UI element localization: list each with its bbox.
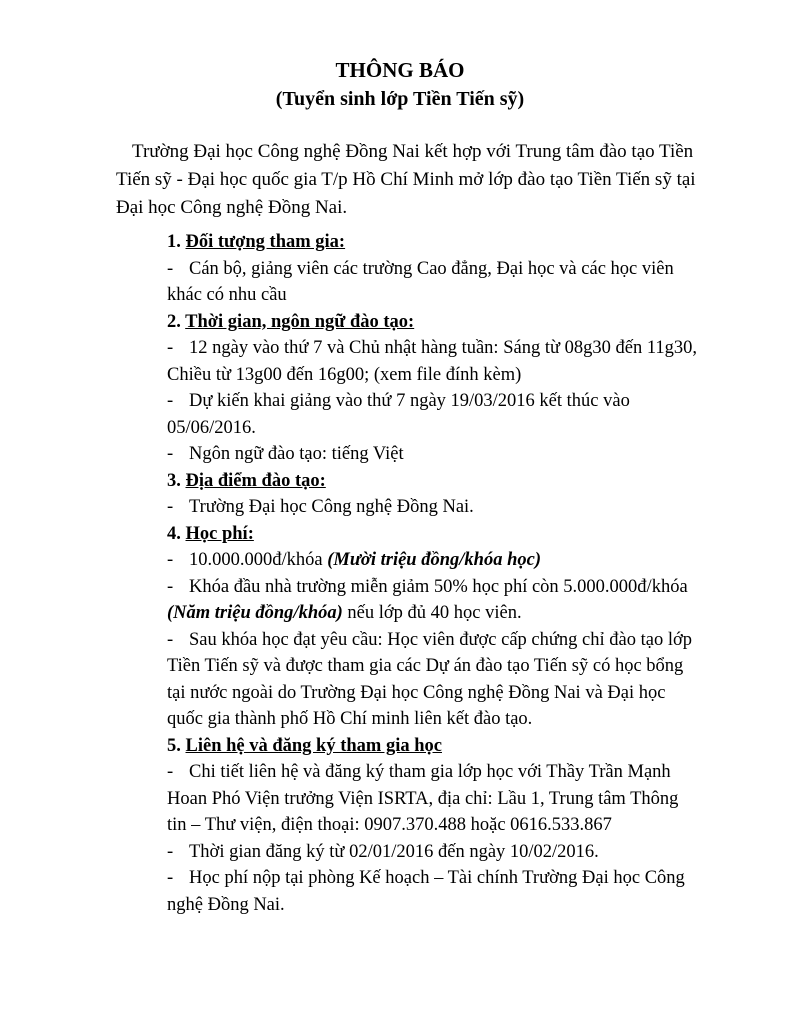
bullet-line	[167, 865, 767, 892]
bullet-dash: -	[167, 391, 174, 411]
bullet-dash: -	[167, 550, 174, 570]
bullet-dash: -	[167, 444, 174, 464]
bullet-text: Sau khóa học đạt yêu cầu: Học viên được cấp chứng chỉ đào tạo lớp	[189, 629, 692, 650]
continuation-line: khác có nhu cầu	[167, 285, 287, 305]
continuation-line: tại nước ngoài do Trường Đại học Công nghệ Đồng Nai và Đại học	[167, 682, 666, 703]
continuation-line: quốc gia thành phố Hồ Chí minh liên kết đào tạo.	[167, 709, 533, 729]
bullet-dash: -	[167, 762, 174, 782]
bullet-text: Ngôn ngữ đào tạo: tiếng Việt	[189, 444, 404, 464]
bullet-text: Chi tiết liên hệ và đăng ký tham gia lớp học với Thầy Trần Mạnh	[189, 762, 671, 782]
bullet-text: Khóa đầu nhà trường miễn giảm 50% học phí còn 5.000.000đ/khóa	[189, 576, 688, 597]
section-heading-1	[167, 229, 767, 256]
section-number: 5.	[167, 735, 186, 756]
bullet-dash: -	[167, 576, 174, 597]
intro-line: Trường Đại học Công nghệ Đồng Nai kết hợp với Trung tâm đào tạo Tiền	[132, 141, 694, 162]
continuation-line	[167, 600, 767, 627]
bullet-dash: -	[167, 497, 174, 517]
section-number: 2.	[167, 311, 186, 332]
document-subtitle: (Tuyển sinh lớp Tiền Tiến sỹ)	[275, 88, 525, 110]
bullet-dash: -	[167, 258, 174, 279]
intro-line: Đại học Công nghệ Đồng Nai.	[116, 197, 348, 218]
intro-line: Tiến sỹ - Đại học quốc gia T/p Hồ Chí Minh mở lớp đào tạo Tiền Tiến sỹ tại	[116, 169, 696, 190]
bullet-line	[167, 335, 767, 362]
bullet-dash: -	[167, 338, 174, 358]
section-heading-text: Đối tượng tham gia:	[185, 232, 346, 252]
section-number: 1.	[167, 232, 186, 252]
bullet-line	[167, 574, 767, 601]
document-title: THÔNG BÁO	[335, 58, 465, 82]
bullet-text: Cán bộ, giảng viên các trường Cao đẳng, Đại học và các học viên	[189, 258, 674, 279]
section-heading-2	[167, 309, 767, 336]
bullet-dash: -	[167, 841, 174, 862]
bullet-text: Thời gian đăng ký từ 02/01/2016 đến ngày 10/02/2016.	[189, 841, 599, 862]
bullet-line	[167, 494, 767, 521]
emphasis-text: (Năm triệu đồng/khóa)	[167, 603, 343, 623]
bullet-line	[167, 256, 767, 283]
bullet-text: Dự kiến khai giảng vào thứ 7 ngày 19/03/2016 kết thúc vào	[189, 391, 630, 411]
continuation-line: Hoan Phó Viện trưởng Viện ISRTA, địa chỉ: Lầu 1, Trung tâm Thông	[167, 788, 679, 809]
bullet-line	[167, 388, 767, 415]
bullet-text: Học phí nộp tại phòng Kế hoạch – Tài chính Trường Đại học Công	[189, 868, 685, 888]
section-heading-4	[167, 521, 767, 548]
bullet-dash: -	[167, 629, 174, 650]
bullet-line	[167, 627, 767, 654]
intro-paragraph	[116, 138, 764, 222]
document-body	[167, 229, 767, 918]
section-heading-text: Học phí:	[185, 523, 254, 544]
bullet-line	[167, 839, 767, 866]
bullet-line	[167, 759, 767, 786]
bullet-text: Trường Đại học Công nghệ Đồng Nai.	[189, 497, 474, 517]
section-heading-text: Địa điểm đào tạo:	[185, 470, 326, 491]
section-number: 3.	[167, 470, 186, 491]
section-number: 4.	[167, 523, 186, 544]
bullet-text: 12 ngày vào thứ 7 và Chủ nhật hàng tuần: Sáng từ 08g30 đến 11g30,	[189, 338, 698, 358]
bullet-line	[167, 441, 767, 468]
section-heading-5	[167, 733, 767, 760]
continuation-line: nghệ Đồng Nai.	[167, 894, 285, 915]
bullet-line	[167, 547, 767, 574]
bullet-dash: -	[167, 868, 174, 888]
continuation-line: Chiều từ 13g00 đến 16g00; (xem file đính kèm)	[167, 364, 522, 385]
bullet-text: nếu lớp đủ 40 học viên.	[342, 603, 522, 623]
emphasis-text: (Mười triệu đồng/khóa học)	[327, 550, 541, 570]
section-heading-text: Thời gian, ngôn ngữ đào tạo:	[185, 311, 415, 332]
continuation-line: tin – Thư viện, điện thoại: 0907.370.488 hoặc 0616.533.867	[167, 815, 612, 835]
section-heading-3	[167, 468, 767, 495]
continuation-line: 05/06/2016.	[167, 417, 256, 438]
continuation-line: Tiền Tiến sỹ và được tham gia các Dự án đào tạo Tiến sỹ có học bổng	[167, 656, 684, 676]
section-heading-text: Liên hệ và đăng ký tham gia học	[185, 735, 442, 756]
bullet-text: 10.000.000đ/khóa	[189, 550, 328, 570]
